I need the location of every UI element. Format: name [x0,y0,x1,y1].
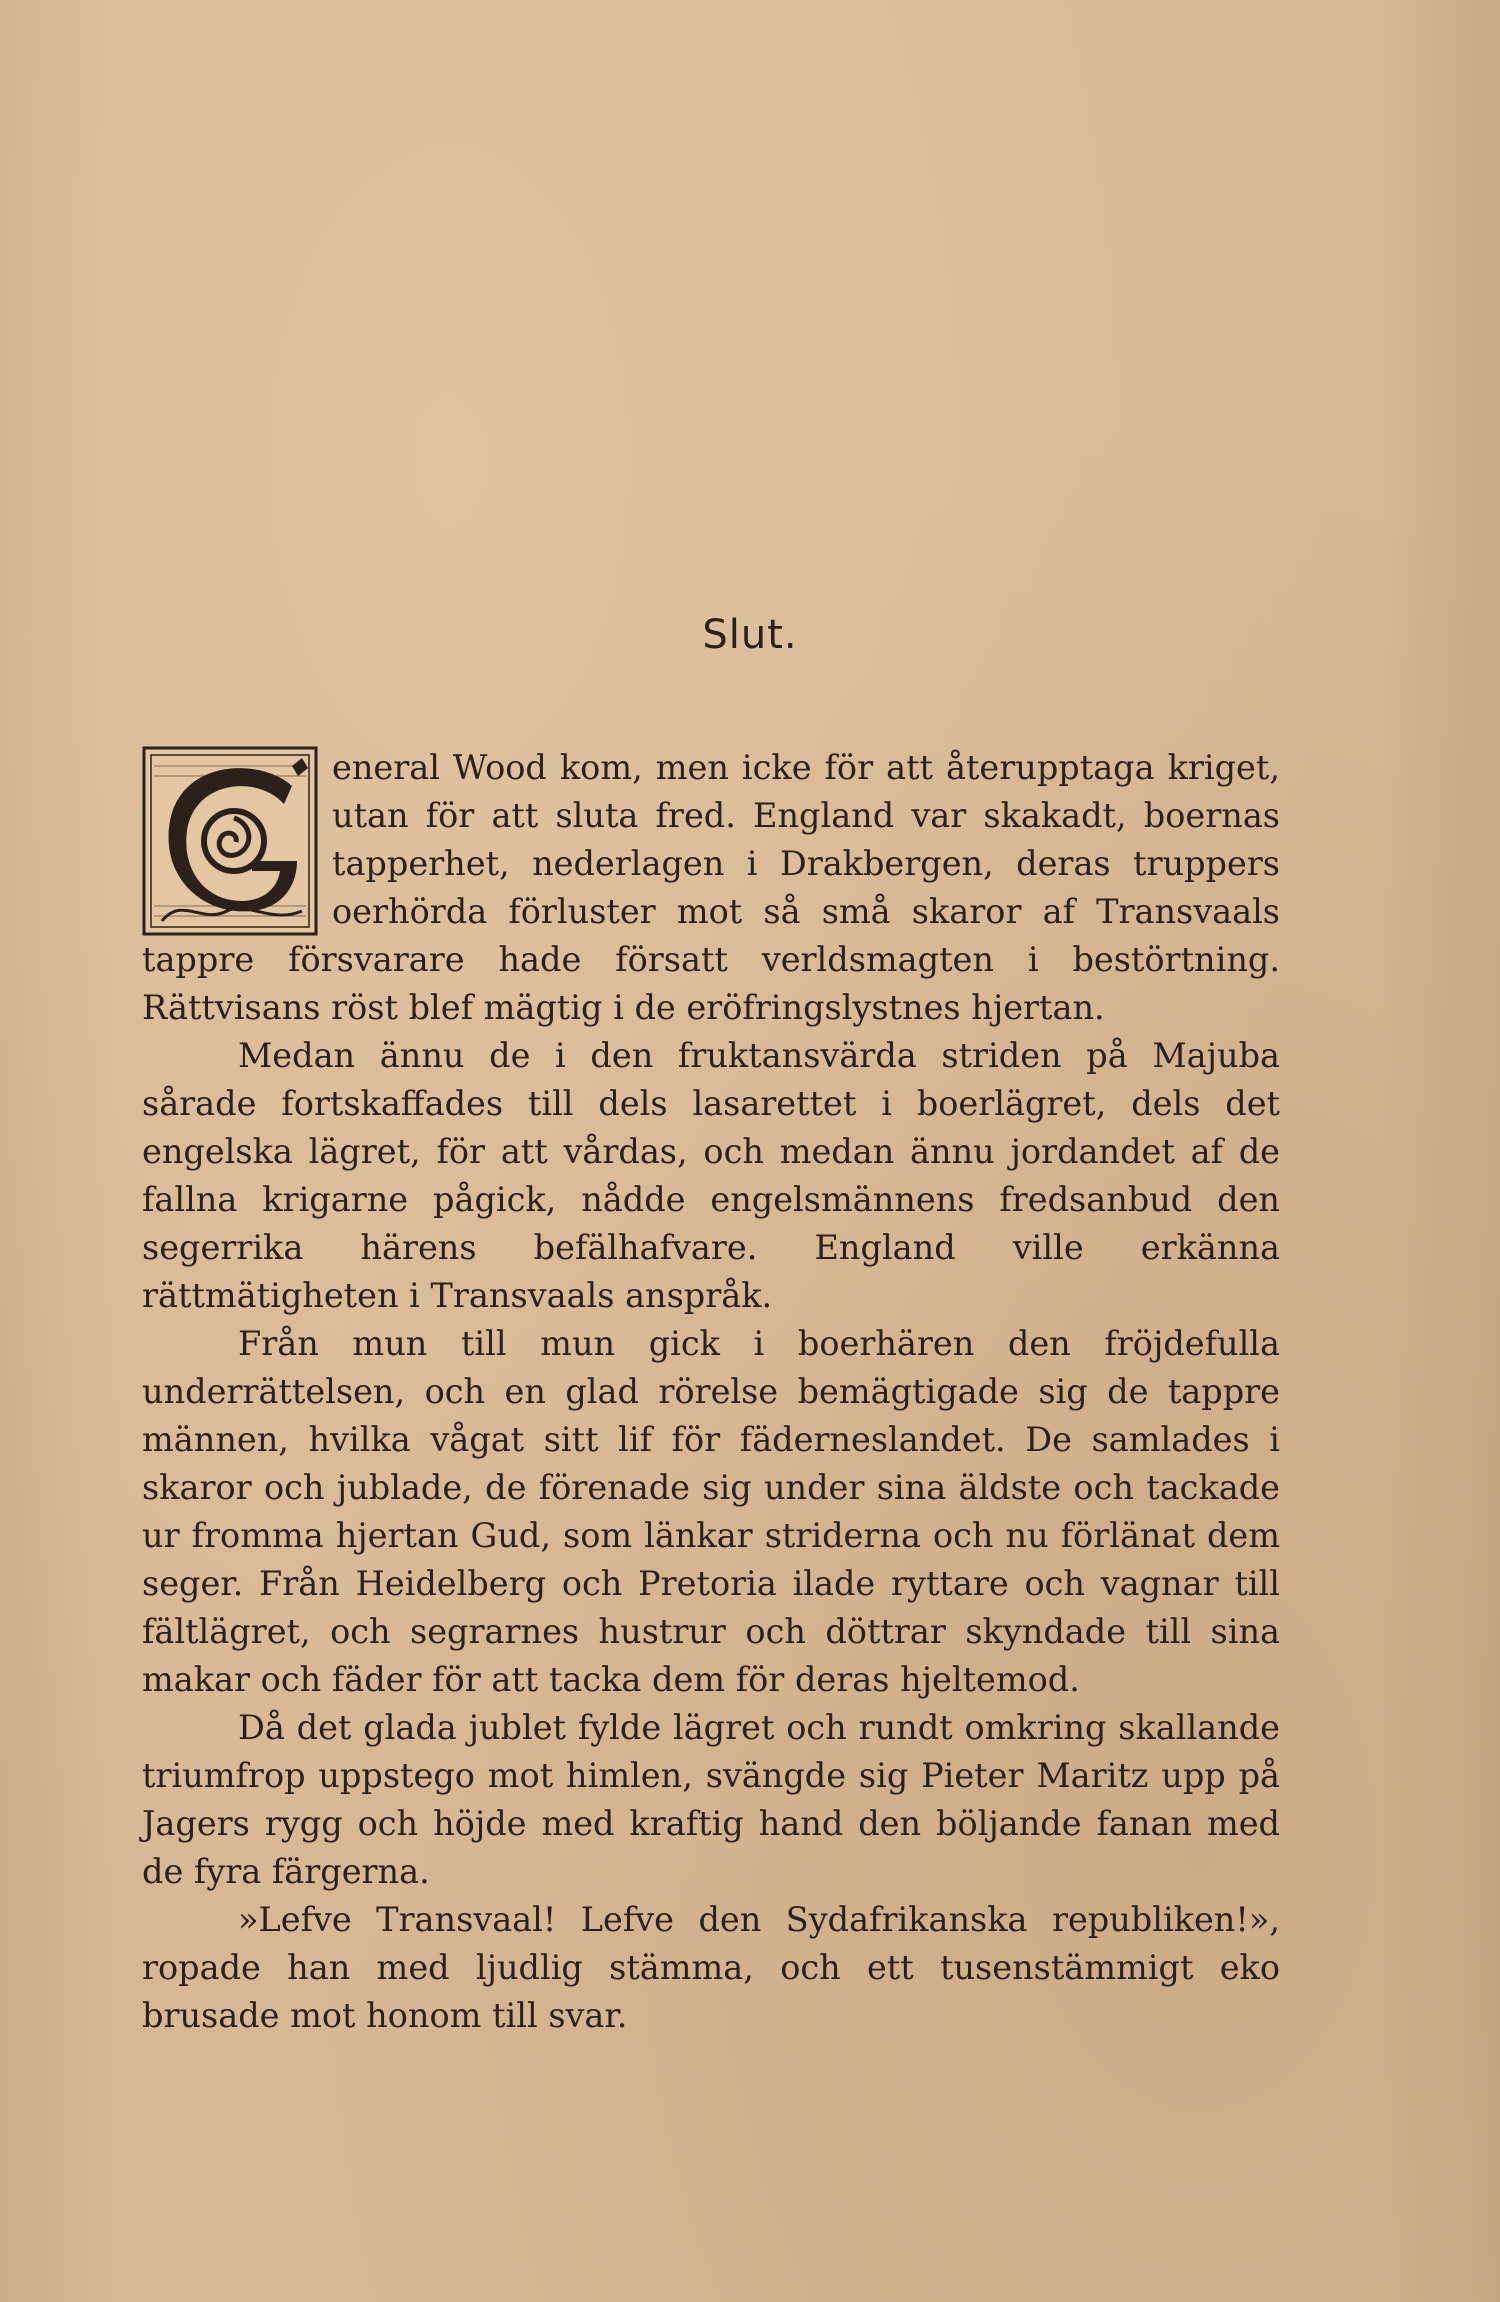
paragraph: Från mun till mun gick i boerhären den fröjdefulla underrättelsen, och en glad rörelse bemägtigade sig de tappre männen, hvilka vågat sitt lif för fäderneslandet. De samlades i skaror och jublade, de förenade sig under sina äldste och tackade ur fromma hjertan Gud, som länkar striderna och nu förlänat dem seger. Från Heidelberg och Pretoria ilade ryttare och vagnar till fältlägret, och segrarnes hustrur och döttrar skyndade till sina makar och fäder för att tacka dem för deras hjeltemod. [142,1324,1280,1699]
paragraph: »Lefve Transvaal! Lefve den Sydafrikanska republiken!», ropade han med ljudlig stämma, och ett tusenstämmigt eko brusade mot honom till svar. [142,1900,1280,2035]
chapter-heading: Slut. [702,612,798,658]
body-text [142,744,1280,2040]
paragraph: Medan ännu de i den fruktansvärda striden på Majuba sårade fortskaffades till dels lasarettet i boerlägret, dels det engelska lägret, för att vårdas, och medan ännu jordandet af de fallna krigarne pågick, nådde engelsmännens fredsanbud den segerrika härens befälhafvare. England ville erkänna rättmätigheten i Transvaals anspråk. [142,1036,1280,1315]
paragraph: Då det glada jublet fylde lägret och rundt omkring skallande triumfrop uppstego mot himlen, svängde sig Pieter Maritz upp på Jagers rygg och höjde med kraftig hand den böljande fanan med de fyra färgerna. [142,1708,1280,1891]
paragraph: eneral Wood kom, men icke för att återupptaga kriget, utan för att sluta fred. England var skakadt, boernas tapperhet, nederlagen i Drakbergen, deras truppers oerhörda förluster mot så små skaror af Transvaals tappre försvarare hade försatt verldsmagten i bestörtning. Rättvisans röst blef mägtig i de eröfringslystnes hjertan. [142,748,1280,1027]
decorative-initial-g-icon [142,746,318,936]
